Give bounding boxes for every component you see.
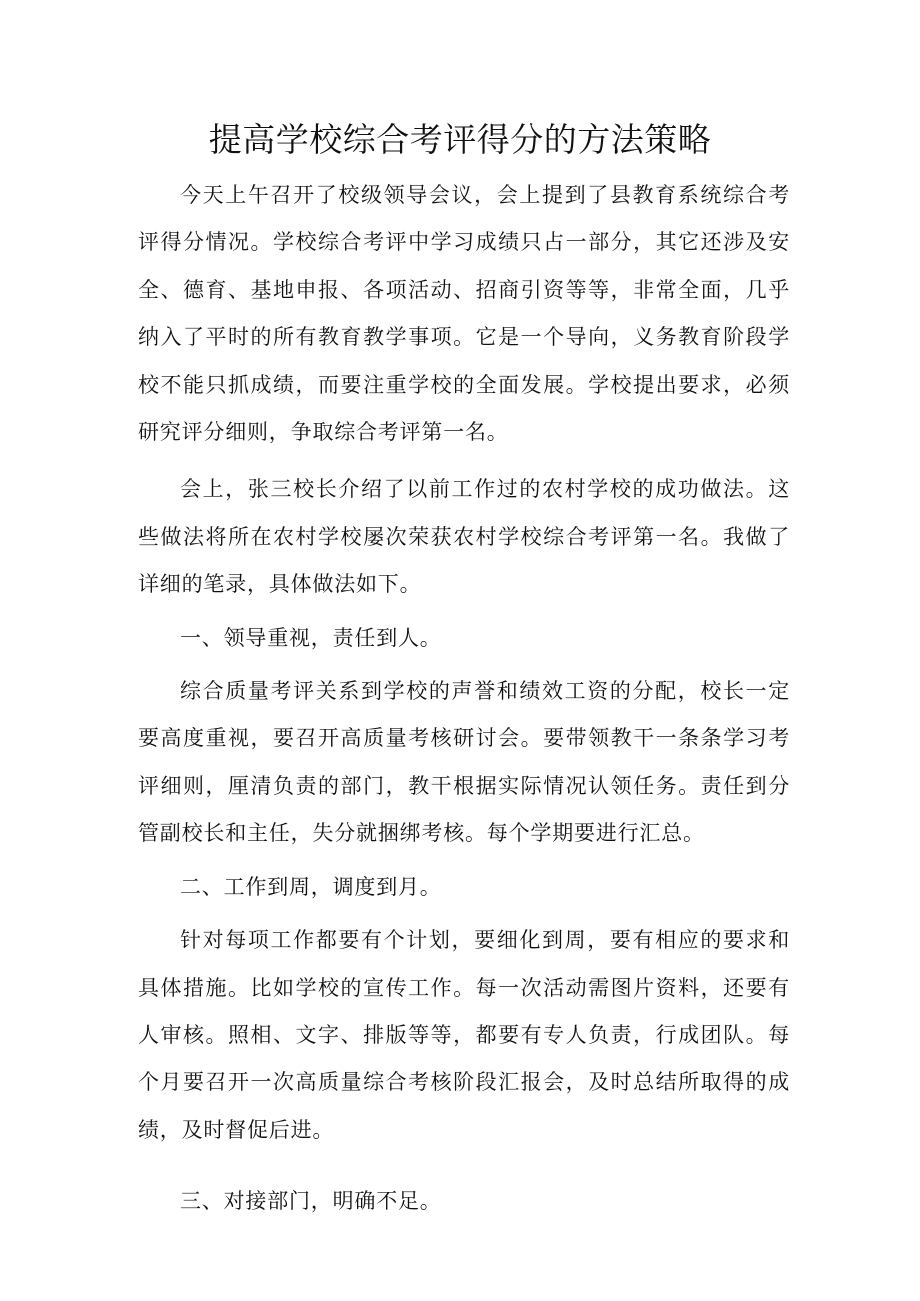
heading-section-three: 三、对接部门，明确不足。 [180,1189,442,1214]
paragraph-section-two: 针对每项工作都要有个计划，要细化到周，要有相应的要求和具体措施。比如学校的宣传工作。每一次活动需图片资料，还要有人审核。照相、文字、排版等等，都要有专人负责，行成团队。每个月要召开一次高质量综合考核阶段汇报会，及时总结所取得的成绩，及时督促后进。 [138,928,790,1142]
heading-section-one: 一、领导重视，责任到人。 [180,625,442,650]
document-title: 提高学校综合考评得分的方法策略 [208,120,712,159]
paragraph-principal-intro: 会上，张三校长介绍了以前工作过的农村学校的成功做法。这些做法将所在农村学校屡次荣获农村学校综合考评第一名。我做了详细的笔录，具体做法如下。 [138,477,790,597]
paragraph-section-one: 综合质量考评关系到学校的声誉和绩效工资的分配，校长一定要高度重视，要召开高质量考核研讨会。要带领教干一条条学习考评细则，厘清负责的部门，教干根据实际情况认领任务。责任到分管副校长和主任，失分就捆绑考核。每个学期要进行汇总。 [138,679,790,846]
document-body [138,172,790,1226]
paragraph-meeting-summary: 今天上午召开了校级领导会议，会上提到了县教育系统综合考评得分情况。学校综合考评中学习成绩只占一部分，其它还涉及安全、德育、基地申报、各项活动、招商引资等等，非常全面，几乎纳入了平时的所有教育教学事项。它是一个导向，义务教育阶段学校不能只抓成绩，而要注重学校的全面发展。学校提出要求，必须研究评分细则，争取综合考评第一名。 [138,183,790,445]
heading-section-two: 二、工作到周，调度到月。 [180,874,442,899]
